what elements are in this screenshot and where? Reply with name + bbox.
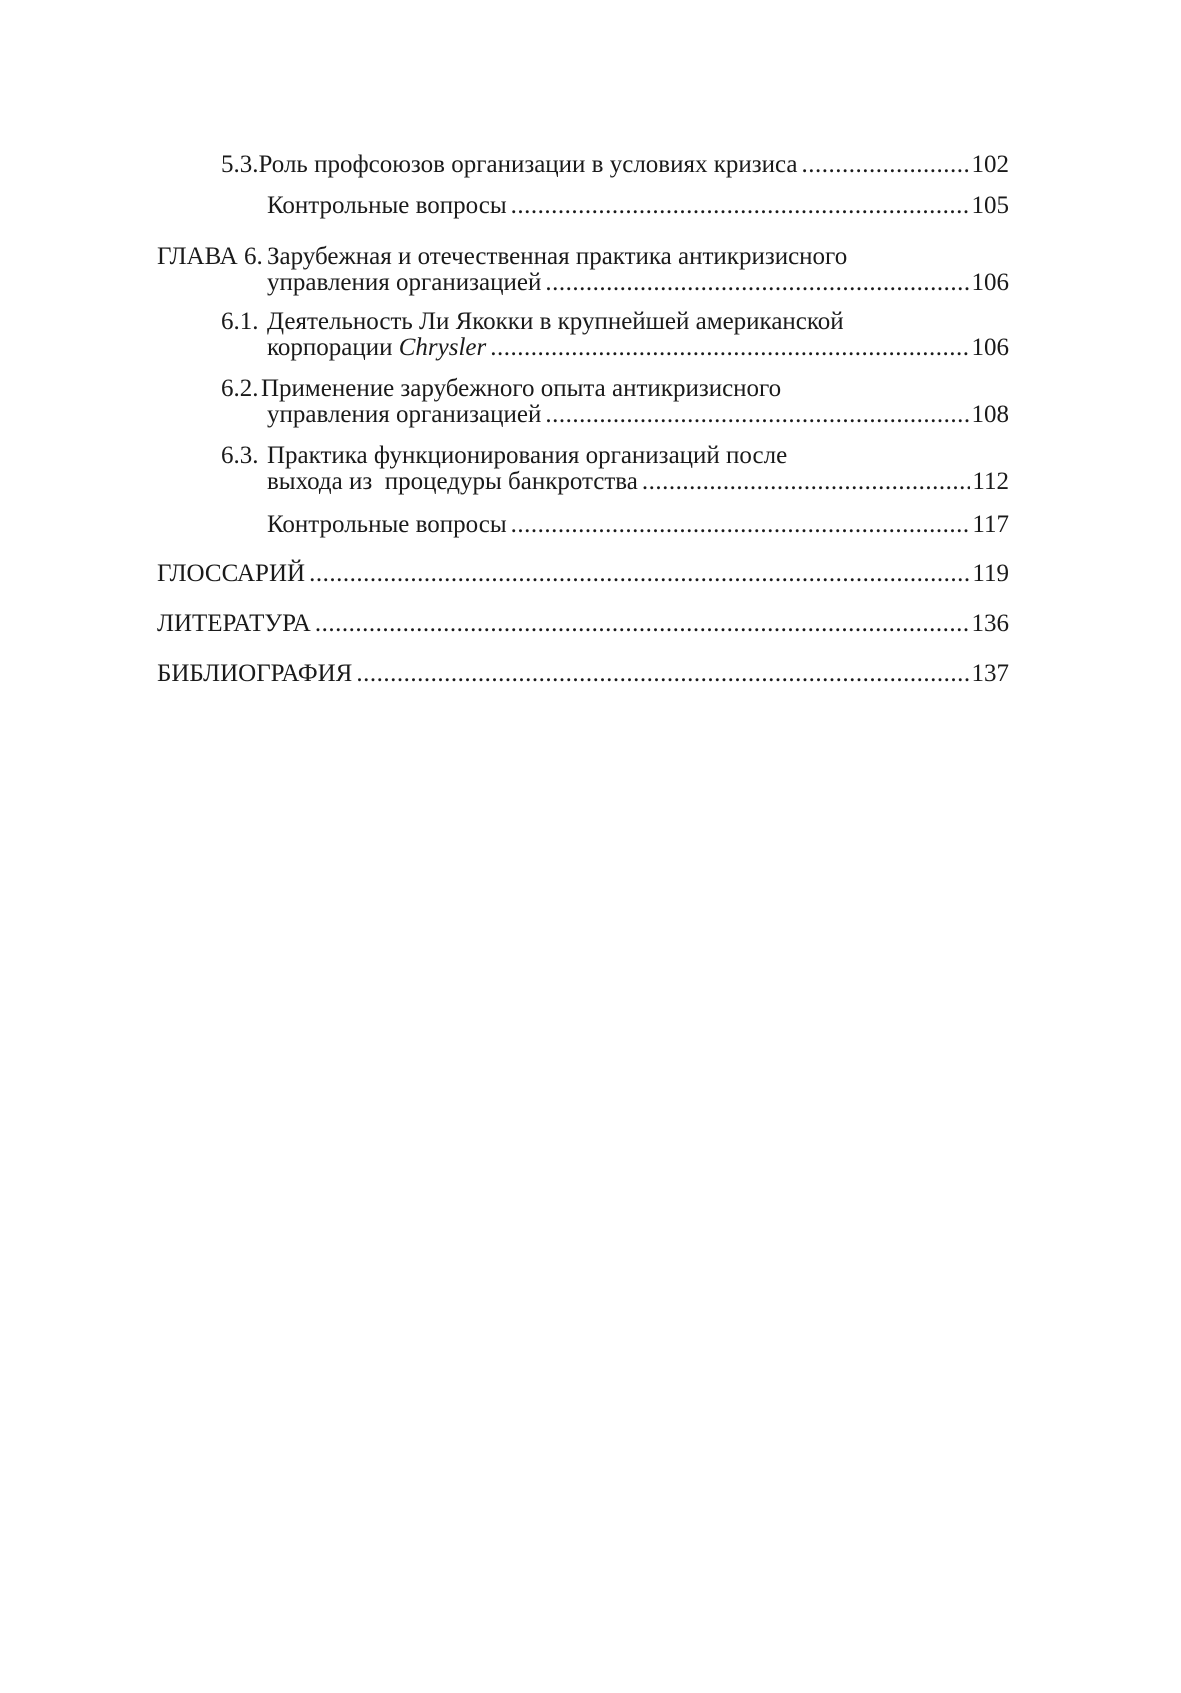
- section-title-line2: управления организацией: [267, 401, 542, 428]
- section-number: 6.1.: [221, 308, 259, 335]
- page-number: 119: [972, 560, 1009, 587]
- toc-entry-chapter-6-line2[interactable]: [267, 268, 1009, 298]
- page-number: 102: [971, 151, 1009, 178]
- section-title-line1: Деятельность Ли Якокки в крупнейшей американской: [267, 308, 844, 335]
- dot-leader: [511, 510, 971, 540]
- dot-leader: [356, 659, 969, 689]
- section-number: 5.3.: [221, 151, 259, 178]
- toc-entry-6-2-line2[interactable]: [267, 400, 1009, 430]
- section-title-line1: Применение зарубежного опыта антикризисного: [261, 375, 782, 402]
- section-title: Роль профсоюзов организации в условиях кризиса: [258, 151, 798, 178]
- page-number: 112: [972, 468, 1009, 495]
- company-name: Chrysler: [398, 334, 487, 361]
- dot-leader: [642, 467, 971, 497]
- section-number: 6.2.: [221, 375, 259, 402]
- section-number: 6.3.: [221, 442, 259, 469]
- dot-leader: [802, 150, 970, 180]
- section-title: ЛИТЕРАТУРА: [157, 610, 311, 637]
- toc-entry-glossary[interactable]: [157, 559, 1009, 589]
- dot-leader: [511, 191, 970, 221]
- section-title-line1: Практика функционирования организаций после: [267, 442, 788, 469]
- chapter-number: ГЛАВА 6.: [157, 243, 263, 270]
- toc-entry-bibliography[interactable]: [157, 659, 1009, 689]
- toc-entry-6-1-line2[interactable]: [267, 333, 1009, 363]
- dot-leader: [315, 609, 970, 639]
- toc-entry-review-questions-5[interactable]: [267, 191, 1009, 221]
- page-number: 136: [971, 610, 1009, 637]
- section-title-line2: [267, 333, 486, 363]
- dot-leader: [309, 559, 970, 589]
- toc-entry-5-3[interactable]: [221, 150, 1009, 180]
- page-number: 106: [971, 334, 1009, 361]
- section-title-plain: корпорации: [267, 334, 393, 361]
- dot-leader: [545, 268, 969, 298]
- dot-leader: [545, 400, 969, 430]
- section-title: БИБЛИОГРАФИЯ: [157, 660, 353, 687]
- toc-entry-literature[interactable]: [157, 609, 1009, 639]
- page-number: 137: [971, 660, 1009, 687]
- chapter-title-line1: Зарубежная и отечественная практика антикризисного: [267, 243, 848, 270]
- section-title-line2: выхода из процедуры банкротства: [267, 468, 638, 495]
- toc-entry-6-3-line2[interactable]: [267, 467, 1009, 497]
- page-number: 105: [971, 192, 1009, 219]
- page-number: 117: [972, 511, 1009, 538]
- section-title: Контрольные вопросы: [267, 192, 507, 219]
- toc-entry-review-questions-6[interactable]: [267, 510, 1009, 540]
- page-number: 106: [971, 269, 1009, 296]
- dot-leader: [490, 333, 969, 363]
- chapter-title-line2: управления организацией: [267, 269, 542, 296]
- section-title: Контрольные вопросы: [267, 511, 507, 538]
- section-title: ГЛОССАРИЙ: [157, 560, 306, 587]
- page-number: 108: [971, 401, 1009, 428]
